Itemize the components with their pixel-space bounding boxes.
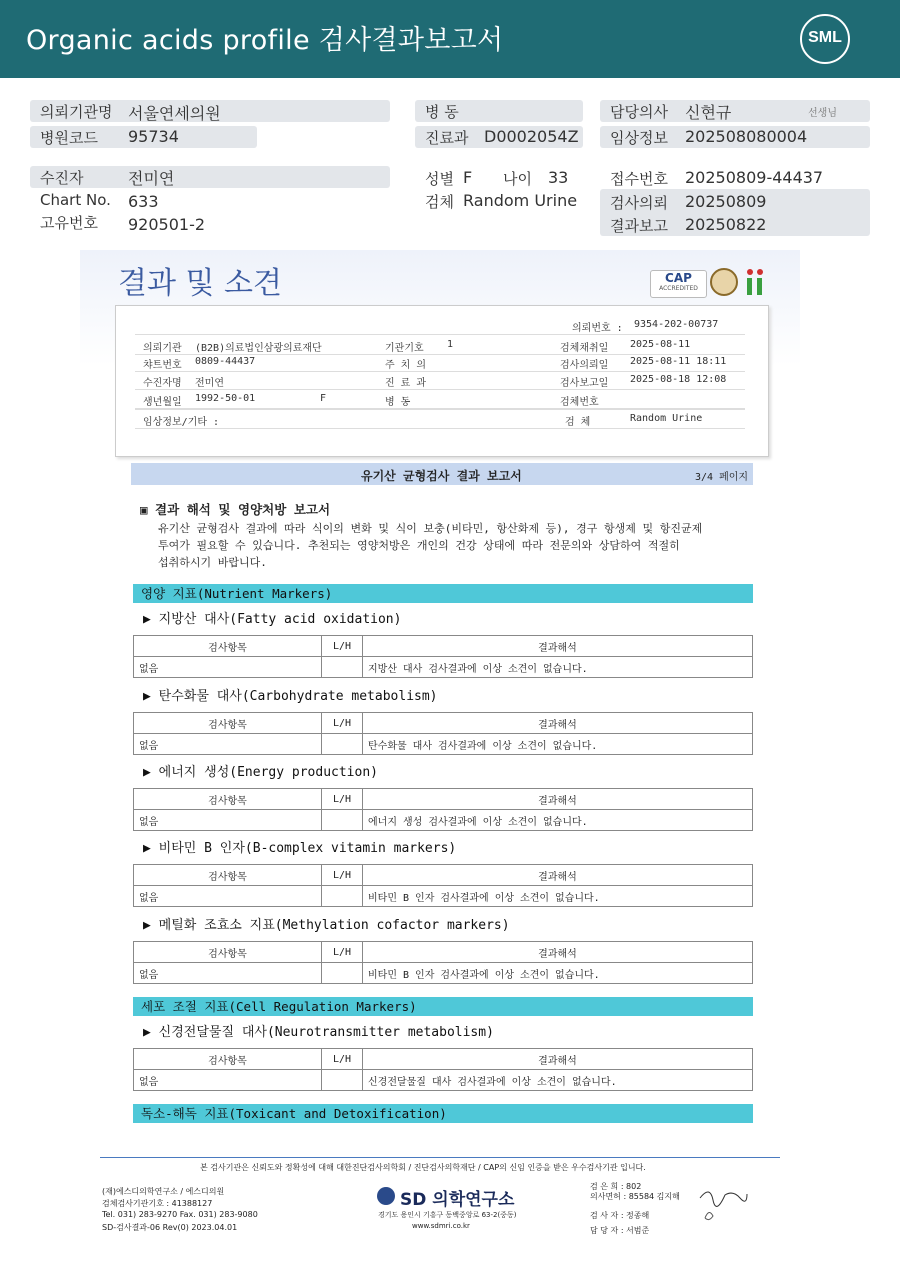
cell-item: 없음 <box>134 657 322 678</box>
result-table <box>133 864 753 907</box>
page-indicator: 3/4 페이지 <box>695 472 749 483</box>
patient-name: 전미연 <box>128 169 175 188</box>
cell-lh <box>322 734 363 755</box>
col-item: 검사항목 <box>134 865 322 886</box>
info-cell: 1 <box>447 339 454 350</box>
cell-interp: 에너지 생성 검사결과에 이상 소견이 없습니다. <box>363 810 753 831</box>
interp-line: 유기산 균형검사 결과에 따라 식이의 변화 및 식이 보충(비타민, 항산화제 등), 경구 항생제 및 항진균제 <box>158 522 703 535</box>
cell-item: 없음 <box>134 1070 322 1091</box>
chart-no: 633 <box>128 192 159 211</box>
info-cell: 2025-08-11 18:11 <box>630 356 727 367</box>
info-cell: 전미연 <box>195 378 224 389</box>
cell-lh <box>322 1070 363 1091</box>
result-table <box>133 712 753 755</box>
info-cell: 1992-50-01 <box>195 393 256 404</box>
footer-right: 의사면허 : 85584 김지해 <box>590 1192 680 1201</box>
info-cell: 0809-44437 <box>195 356 256 367</box>
row-shade <box>30 166 390 188</box>
doctor-suffix: 선생님 <box>808 108 837 119</box>
cell-item: 없음 <box>134 963 322 984</box>
group-title: ▶ 에너지 생성(Energy production) <box>143 765 378 780</box>
clinical-label: 임상정보 <box>610 129 668 147</box>
group-title: ▶ 신경전달물질 대사(Neurotransmitter metabolism) <box>143 1025 494 1040</box>
col-lh: L/H <box>322 636 363 657</box>
result-table <box>133 1048 753 1091</box>
info-specimen-label: 검 체 <box>565 417 591 428</box>
cell-interp: 비타민 B 인자 검사결과에 이상 소견이 없습니다. <box>363 886 753 907</box>
info-specimen: Random Urine <box>630 413 703 424</box>
info-cell: 2025-08-11 <box>630 339 691 350</box>
age-label: 나이 <box>503 170 532 188</box>
sd-logo-icon <box>377 1187 395 1205</box>
table-row <box>134 963 753 984</box>
group-title: ▶ 탄수화물 대사(Carbohydrate metabolism) <box>143 689 438 704</box>
col-interp: 결과해석 <box>363 789 753 810</box>
group-title: ▶ 메틸화 조효소 지표(Methylation cofactor markers) <box>143 918 510 933</box>
info-cell: 검사의뢰일 <box>560 360 609 371</box>
table-row <box>134 734 753 755</box>
footer-brand: SD 의학연구소 <box>400 1190 515 1210</box>
col-item: 검사항목 <box>134 789 322 810</box>
cell-interp: 비타민 B 인자 검사결과에 이상 소견이 없습니다. <box>363 963 753 984</box>
divider <box>135 389 745 390</box>
receipt-label: 접수번호 <box>610 170 668 188</box>
clinical: 202508080004 <box>685 127 808 146</box>
cell-item: 없음 <box>134 886 322 907</box>
col-lh: L/H <box>322 865 363 886</box>
result-date: 20250822 <box>685 215 767 234</box>
result-label: 결과보고 <box>610 217 668 235</box>
col-interp: 결과해석 <box>363 713 753 734</box>
interp-title: ▣ 결과 해석 및 영양처방 보고서 <box>140 502 331 517</box>
report-bar-title: 유기산 균형검사 결과 보고서 <box>361 469 522 483</box>
info-cell: 기관기호 <box>385 343 424 354</box>
lab-logo-icon <box>745 269 767 295</box>
hosp-code-label: 병원코드 <box>40 129 98 147</box>
cell-lh <box>322 886 363 907</box>
cap-label: CAP <box>665 271 692 285</box>
footer-right: 검 사 자 : 정종해 <box>590 1211 650 1220</box>
group-title: ▶ 비타민 B 인자(B-complex vitamin markers) <box>143 841 457 856</box>
info-cell: 검사보고일 <box>560 378 609 389</box>
table-header-row <box>134 865 753 886</box>
cap-sub: ACCREDITED <box>659 285 698 292</box>
cell-lh <box>322 963 363 984</box>
ward-label: 병 동 <box>425 103 459 121</box>
col-interp: 결과해석 <box>363 1049 753 1070</box>
cell-item: 없음 <box>134 810 322 831</box>
col-item: 검사항목 <box>134 636 322 657</box>
footer-addr: 경기도 용인시 기흥구 동백중앙로 63-2(중동) <box>378 1211 517 1219</box>
sex: F <box>463 168 473 187</box>
cap-badge <box>650 270 707 298</box>
receipt: 20250809-44437 <box>685 168 824 187</box>
info-cell: 수진자명 <box>143 378 182 389</box>
interp-text <box>158 520 702 571</box>
table-header-row <box>134 789 753 810</box>
footer-divider <box>100 1157 780 1158</box>
divider <box>135 371 745 372</box>
info-cell: 진 료 과 <box>385 378 427 389</box>
table-header-row <box>134 942 753 963</box>
info-cell: (B2B)의료법인삼광의료재단 <box>195 343 322 354</box>
result-table <box>133 635 753 678</box>
col-item: 검사항목 <box>134 942 322 963</box>
req-no: 9354-202-00737 <box>634 319 719 330</box>
info-cell: 검체채취일 <box>560 343 609 354</box>
divider <box>135 334 745 335</box>
table-row <box>134 886 753 907</box>
cell-interp: 신경전달물질 대사 검사결과에 이상 소견이 없습니다. <box>363 1070 753 1091</box>
test-req: 20250809 <box>685 192 767 211</box>
table-row <box>134 1070 753 1091</box>
table-header-row <box>134 713 753 734</box>
col-lh: L/H <box>322 1049 363 1070</box>
footer-line: SD-검사결과-06 Rev(0) 2023.04.01 <box>102 1223 238 1232</box>
report-title: 결과 및 소견 <box>118 266 282 301</box>
chart-label: Chart No. <box>40 191 111 209</box>
cell-interp: 지방산 대사 검사결과에 이상 소견이 없습니다. <box>363 657 753 678</box>
info-cell: 주 치 의 <box>385 360 427 371</box>
cell-lh <box>322 657 363 678</box>
req-no-label: 의뢰번호 : <box>572 323 623 334</box>
result-table <box>133 788 753 831</box>
doctor-label: 담당의사 <box>610 103 668 121</box>
info-cell: 의뢰기관 <box>143 343 182 354</box>
info-cell: 검체번호 <box>560 397 599 408</box>
doctor: 신현규 <box>685 103 732 122</box>
specimen-label: 검체 <box>425 193 454 211</box>
sex-label: 성별 <box>425 170 454 188</box>
section-cell: 세포 조절 지표(Cell Regulation Markers) <box>133 997 753 1016</box>
col-interp: 결과해석 <box>363 636 753 657</box>
footer-cert: 본 검사기관은 신뢰도와 정확성에 대해 대한진단검사의학회 / 진단검사의학재단 / CAP의 신임 인증을 받은 우수검사기관 입니다. <box>200 1163 646 1172</box>
sml-logo: SML <box>800 14 850 64</box>
report-bar <box>131 463 753 485</box>
interp-line: 섭취하시기 바랍니다. <box>158 556 267 569</box>
footer-line: Tel. 031) 283-9270 Fax. 031) 283-9080 <box>102 1210 258 1219</box>
footer-line: 검체검사기관기호 : 41388127 <box>102 1199 213 1208</box>
table-row <box>134 657 753 678</box>
cell-item: 없음 <box>134 734 322 755</box>
dept-label: 진료과 <box>425 129 469 147</box>
interp-line: 투여가 필요할 수 있습니다. 추천되는 영양처방은 개인의 건강 상태에 따라 전문의와 상담하여 적절히 <box>158 539 680 552</box>
cell-lh <box>322 810 363 831</box>
col-lh: L/H <box>322 942 363 963</box>
header-bar <box>0 0 900 78</box>
table-row <box>134 810 753 831</box>
col-interp: 결과해석 <box>363 865 753 886</box>
table-header-row <box>134 1049 753 1070</box>
info-cell: 병 동 <box>385 397 411 408</box>
dept: D0002054Z <box>484 127 579 146</box>
col-lh: L/H <box>322 713 363 734</box>
footer-web: www.sdmri.co.kr <box>412 1222 470 1230</box>
uid: 920501-2 <box>128 215 206 234</box>
req-inst-label: 의뢰기관명 <box>40 103 113 121</box>
col-item: 검사항목 <box>134 713 322 734</box>
signature-icon <box>695 1180 750 1225</box>
age: 33 <box>548 168 569 187</box>
divider <box>135 428 745 429</box>
cell-interp: 탄수화물 대사 검사결과에 이상 소견이 없습니다. <box>363 734 753 755</box>
group-title: ▶ 지방산 대사(Fatty acid oxidation) <box>143 612 402 627</box>
info-cell: 2025-08-18 12:08 <box>630 374 727 385</box>
name-label: 수진자 <box>40 169 84 187</box>
table-header-row <box>134 636 753 657</box>
info-cell: 챠트번호 <box>143 360 182 371</box>
divider <box>135 409 745 410</box>
test-req-label: 검사의뢰 <box>610 194 668 212</box>
col-lh: L/H <box>322 789 363 810</box>
req-inst: 서울연세의원 <box>128 104 221 123</box>
info-sex: F <box>320 393 327 404</box>
page-title: Organic acids profile 검사결과보고서 <box>26 25 504 56</box>
footer-line: (재)에스디의학연구소 / 에스디의원 <box>102 1187 225 1196</box>
col-interp: 결과해석 <box>363 942 753 963</box>
footer-right: 검 은 희 : 802 <box>590 1182 642 1191</box>
info-clinical-label: 임상정보/기타 : <box>143 417 220 428</box>
specimen: Random Urine <box>463 191 578 210</box>
footer-right: 담 당 자 : 서범준 <box>590 1226 650 1235</box>
divider <box>135 354 745 355</box>
seal-icon <box>710 268 738 296</box>
section-toxic: 독소-해독 지표(Toxicant and Detoxification) <box>133 1104 753 1123</box>
section-nutrient: 영양 지표(Nutrient Markers) <box>133 584 753 603</box>
col-item: 검사항목 <box>134 1049 322 1070</box>
uid-label: 고유번호 <box>40 214 98 232</box>
info-cell: 생년월일 <box>143 397 182 408</box>
result-table <box>133 941 753 984</box>
hosp-code: 95734 <box>128 127 179 146</box>
